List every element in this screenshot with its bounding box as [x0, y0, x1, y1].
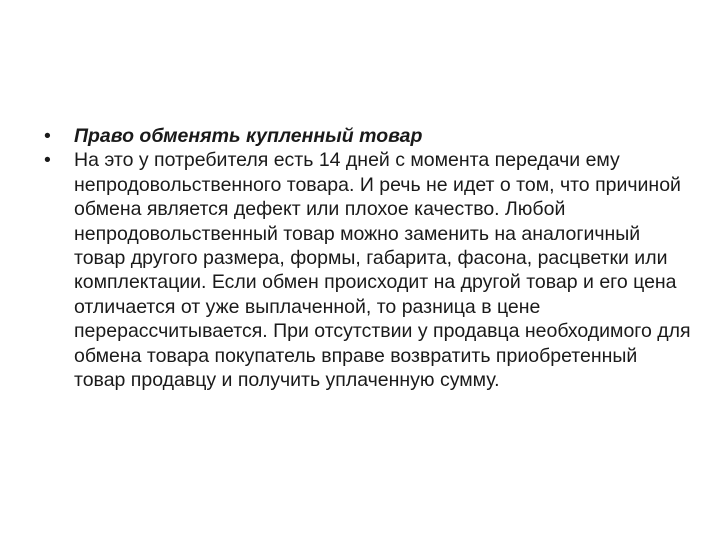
bullet-item-body [42, 148, 692, 392]
bullet-heading-text: Право обменять купленный товар [74, 125, 423, 147]
bullet-item-heading [42, 124, 692, 148]
bullet-dot-icon: • [44, 125, 51, 147]
bullet-dot-icon: • [44, 149, 51, 172]
bullet-body-text: На это у потребителя есть 14 дней с момента передачи ему непродовольственного товара. И речь не идет о том, что причиной обмена является дефект или плохое качество. Любой непродовольственный товар можно заменить на аналогичный товар другого размера, формы, габарита, фасона, расцветки или комплектации. Если обмен происходит на другой товар и его цена отличается от уже выплаченной, то разница в цене перерассчитывается. При отсутствии у продавца необходимого для обмена товара покупатель вправе возвратить приобретенный товар продавцу и получить уплаченную сумму. [74, 149, 691, 392]
bullet-list [42, 124, 692, 392]
